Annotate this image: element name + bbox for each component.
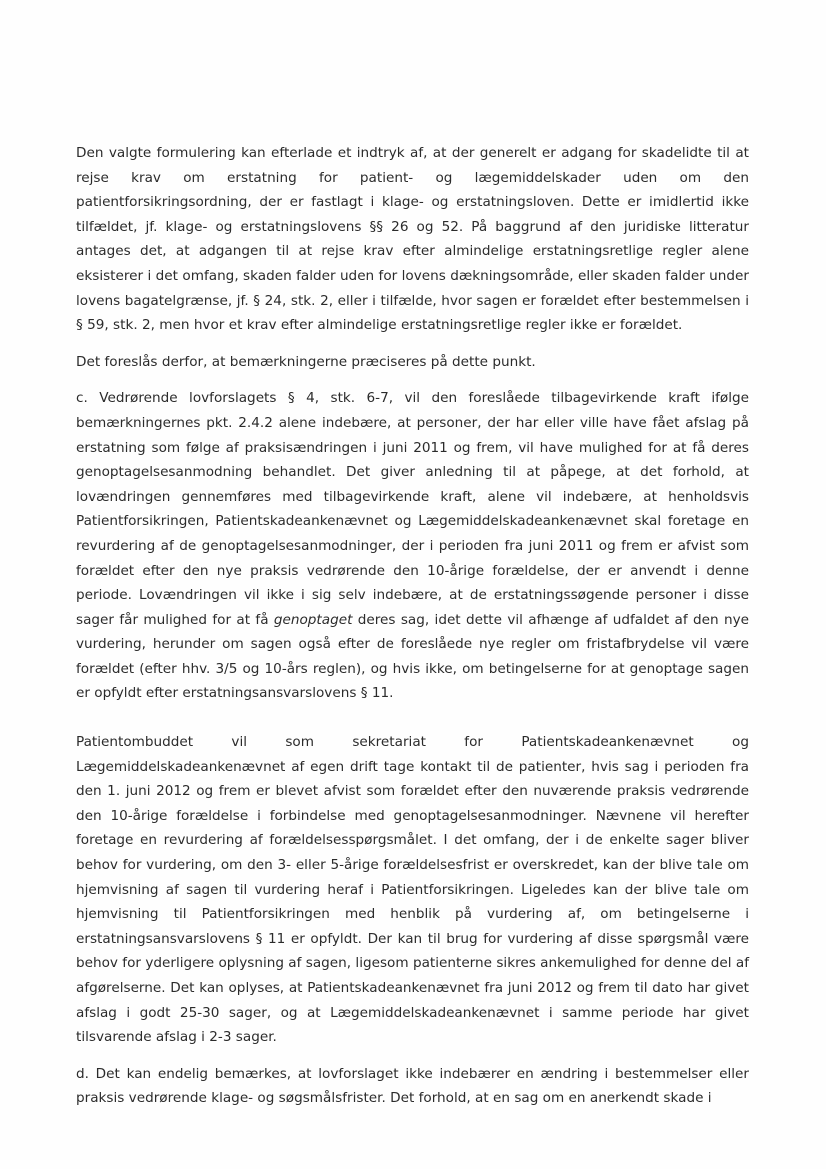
paragraph-spacer xyxy=(76,706,749,730)
paragraph-formulering xyxy=(76,141,749,338)
paragraph-text: c. Vedrørende lovforslagets § 4, stk. 6-7, vil den foreslåede tilbagevirkende kraft ifølge bemærkningernes pkt. 2.4.2 alene indebære, at personer, der har eller ville have fået afslag på erstatning som følge af praksisændringen i juni 2011 og frem, vil have mulighed for at få deres genoptagelsesanmodning behandlet. Det giver anledning til at påpege, at det forhold, at lovændringen gennemføres med tilbagevirkende kraft, alene vil indebære, at henholdsvis Patientforsikringen, Patientskadeankenævnet og Lægemiddelskadeankenævnet skal foretage en revurdering af de genoptagelsesanmodninger, der i perioden fra juni 2011 og frem er afvist som forældet efter den nye praksis vedrørende den 10-årige forældelse, der er anvendt i denne periode. Lovændringen vil ikke i sig selv indebære, at de erstatningssøgende personer i disse sager får mulighed for at få xyxy=(76,390,749,628)
paragraph-text: Det foreslås derfor, at bemærkningerne præciseres på dette punkt. xyxy=(76,353,536,370)
paragraph-section-c xyxy=(76,386,749,706)
paragraph-text: Den valgte formulering kan efterlade et indtryk af, at der generelt er adgang for skadelidte til at rejse krav om erstatning for patient- og lægemiddelskader uden om den patientforsikringsordning, der er fastlagt i klage- og erstatningsloven. Dette er imidlertid ikke tilfældet, jf. klage- og erstatningslovens §§ 26 og 52. På baggrund af den juridiske litteratur antages det, at adgangen til at rejse krav efter almindelige erstatningsretlige regler alene eksisterer i det omfang, skaden falder uden for lovens dækningsområde, eller skaden falder under lovens bagatelgrænse, jf. § 24, stk. 2, eller i tilfælde, hvor sagen er forældet efter bestemmelsen i § 59, stk. 2, men hvor et krav efter almindelige erstatningsretlige regler ikke er forældet. xyxy=(76,145,749,334)
paragraph-praeciseres xyxy=(76,350,749,375)
paragraph-text: deres sag, idet dette vil afhænge af udfaldet af den nye vurdering, herunder om sagen også efter de foreslåede nye regler om fristafbrydelse vil være forældet (efter hhv. 3/5 og 10-års reglen), og hvis ikke, om betingelserne for at genoptage sagen er opfyldt efter erstatningsansvarslovens § 11. xyxy=(76,611,749,702)
paragraph-spacer xyxy=(76,338,749,350)
paragraph-spacer xyxy=(76,1050,749,1062)
paragraph-spacer xyxy=(76,374,749,386)
document-body xyxy=(76,141,749,1111)
paragraph-text: Patientombuddet vil som sekretariat for Patientskadeankenævnet og Lægemiddelskadeankenævnet af egen drift tage kontakt til de patienter, hvis sag i perioden fra den 1. juni 2012 og frem er blevet afvist som forældet efter den nuværende praksis vedrørende den 10-årige forældelse i forbindelse med genoptagelsesanmodninger. Nævnene vil herefter foretage en revurdering af forældelsesspørgsmålet. I det omfang, der i de enkelte sager bliver behov for vurdering, om den 3- eller 5-årige forældelsesfrist er overskredet, kan der blive tale om hjemvisning af sagen til vurdering heraf i Patientforsikringen. Ligeledes kan der blive tale om hjemvisning til Patientforsikringen med henblik på vurdering af, om betingelserne i erstatningsansvarslovens § 11 er opfyldt. Der kan til brug for vurdering af disse spørgsmål være behov for yderligere oplysning af sagen, ligesom patienterne sikres ankemulighed for denne del af afgørelserne. Det kan oplyses, at Patientskadeankenævnet fra juni 2012 og frem til dato har givet afslag i godt 25-30 sager, og at Lægemiddelskadeankenævnet i samme periode har givet tilsvarende afslag i 2-3 sager. xyxy=(76,734,749,1046)
paragraph-text: d. Det kan endelig bemærkes, at lovforslaget ikke indebærer en ændring i bestemmelser eller praksis vedrørende klage- og søgsmålsfrister. Det forhold, at en sag om en anerkendt skade i xyxy=(76,1065,749,1107)
paragraph-patientombuddet xyxy=(76,730,749,1050)
emphasis-genoptaget: genoptaget xyxy=(273,611,353,628)
paragraph-section-d xyxy=(76,1062,749,1111)
